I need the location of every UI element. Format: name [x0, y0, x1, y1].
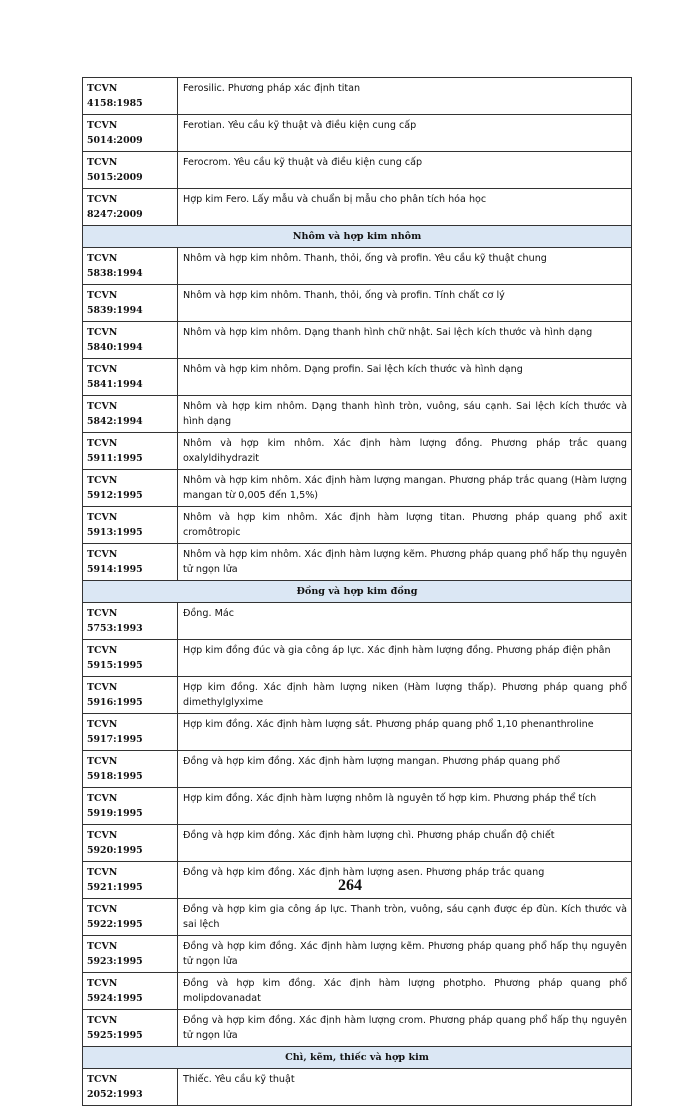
standard-code: TCVN 5915:1995 [83, 640, 178, 677]
section-title: Nhôm và hợp kim nhôm [83, 226, 632, 248]
standard-description: Đồng và hợp kim đồng. Xác định hàm lượng photpho. Phương pháp quang phổ molipdovanadat [178, 973, 632, 1010]
standard-description: Hợp kim đồng. Xác định hàm lượng niken (Hàm lượng thấp). Phương pháp quang phổ dimethylglyxime [178, 677, 632, 714]
standard-code: TCVN 5919:1995 [83, 788, 178, 825]
standard-code: TCVN 5924:1995 [83, 973, 178, 1010]
standards-table [82, 77, 632, 1106]
table-row [83, 396, 632, 433]
standard-description: Hợp kim đồng. Xác định hàm lượng sắt. Phương pháp quang phổ 1,10 phenanthroline [178, 714, 632, 751]
table-row [83, 78, 632, 115]
table-row [83, 470, 632, 507]
standard-code: TCVN 5015:2009 [83, 152, 178, 189]
standard-code: TCVN 5840:1994 [83, 322, 178, 359]
standards-table-body [83, 78, 632, 1106]
standard-description: Nhôm và hợp kim nhôm. Xác định hàm lượng titan. Phương pháp quang phổ axit cromôtropic [178, 507, 632, 544]
standard-description: Thiếc. Yêu cầu kỹ thuật [178, 1069, 632, 1106]
standard-code: TCVN 2052:1993 [83, 1069, 178, 1106]
standard-description: Nhôm và hợp kim nhôm. Thanh, thỏi, ống và profin. Yêu cầu kỹ thuật chung [178, 248, 632, 285]
standard-description: Nhôm và hợp kim nhôm. Xác định hàm lượng kẽm. Phương pháp quang phổ hấp thụ nguyên tử ngọn lửa [178, 544, 632, 581]
table-row [83, 677, 632, 714]
table-row [83, 115, 632, 152]
table-row [83, 1069, 632, 1106]
standard-description: Nhôm và hợp kim nhôm. Dạng profin. Sai lệch kích thước và hình dạng [178, 359, 632, 396]
standard-description: Hợp kim Fero. Lấy mẫu và chuẩn bị mẫu cho phân tích hóa học [178, 189, 632, 226]
standard-description: Hợp kim đồng. Xác định hàm lượng nhôm là nguyên tố hợp kim. Phương pháp thể tích [178, 788, 632, 825]
table-row [83, 1010, 632, 1047]
table-row [83, 603, 632, 640]
standard-code: TCVN 5839:1994 [83, 285, 178, 322]
table-row [83, 433, 632, 470]
standard-code: TCVN 4158:1985 [83, 78, 178, 115]
standard-description: Nhôm và hợp kim nhôm. Dạng thanh hình chữ nhật. Sai lệch kích thước và hình dạng [178, 322, 632, 359]
table-row [83, 714, 632, 751]
table-row [83, 825, 632, 862]
standard-code: TCVN 5921:1995 [83, 862, 178, 899]
table-row [83, 507, 632, 544]
standard-code: TCVN 5918:1995 [83, 751, 178, 788]
standard-description: Nhôm và hợp kim nhôm. Dạng thanh hình tròn, vuông, sáu cạnh. Sai lệch kích thước và hình dạng [178, 396, 632, 433]
table-row [83, 640, 632, 677]
standard-description: Đồng và hợp kim gia công áp lực. Thanh tròn, vuông, sáu cạnh được ép đùn. Kích thước và sai lệch [178, 899, 632, 936]
standard-code: TCVN 5842:1994 [83, 396, 178, 433]
standard-code: TCVN 5914:1995 [83, 544, 178, 581]
table-row [83, 248, 632, 285]
standard-code: TCVN 5923:1995 [83, 936, 178, 973]
standard-code: TCVN 5917:1995 [83, 714, 178, 751]
standard-code: TCVN 5916:1995 [83, 677, 178, 714]
table-row [83, 751, 632, 788]
standard-code: TCVN 5911:1995 [83, 433, 178, 470]
standard-description: Ferosilic. Phương pháp xác định titan [178, 78, 632, 115]
standard-description: Đồng. Mác [178, 603, 632, 640]
standard-code: TCVN 5920:1995 [83, 825, 178, 862]
standard-description: Đồng và hợp kim đồng. Xác định hàm lượng chì. Phương pháp chuẩn độ chiết [178, 825, 632, 862]
standard-description: Nhôm và hợp kim nhôm. Thanh, thỏi, ống và profin. Tính chất cơ lý [178, 285, 632, 322]
standard-description: Đồng và hợp kim đồng. Xác định hàm lượng kẽm. Phương pháp quang phổ hấp thụ nguyên tử ngọn lửa [178, 936, 632, 973]
table-row [83, 936, 632, 973]
standard-description: Nhôm và hợp kim nhôm. Xác định hàm lượng mangan. Phương pháp trắc quang (Hàm lượng mangan từ 0,005 đến 1,5%) [178, 470, 632, 507]
table-row [83, 285, 632, 322]
standard-description: Ferocrom. Yêu cầu kỹ thuật và điều kiện cung cấp [178, 152, 632, 189]
table-row [83, 544, 632, 581]
table-row [83, 788, 632, 825]
standard-description: Đồng và hợp kim đồng. Xác định hàm lượng mangan. Phương pháp quang phổ [178, 751, 632, 788]
standard-code: TCVN 5922:1995 [83, 899, 178, 936]
standard-description: Đồng và hợp kim đồng. Xác định hàm lượng asen. Phương pháp trắc quang [178, 862, 632, 899]
section-header-row [83, 226, 632, 248]
standard-code: TCVN 5841:1994 [83, 359, 178, 396]
standard-code: TCVN 5925:1995 [83, 1010, 178, 1047]
section-title: Đồng và hợp kim đồng [83, 581, 632, 603]
table-row [83, 899, 632, 936]
page-number: 264 [338, 877, 362, 894]
section-header-row [83, 581, 632, 603]
table-row [83, 973, 632, 1010]
standard-description: Ferotian. Yêu cầu kỹ thuật và điều kiện cung cấp [178, 115, 632, 152]
table-row [83, 189, 632, 226]
standard-code: TCVN 5913:1995 [83, 507, 178, 544]
standard-description: Đồng và hợp kim đồng. Xác định hàm lượng crom. Phương pháp quang phổ hấp thụ nguyên tử ngọn lửa [178, 1010, 632, 1047]
section-title: Chì, kẽm, thiếc và hợp kim [83, 1047, 632, 1069]
standard-description: Nhôm và hợp kim nhôm. Xác định hàm lượng đồng. Phương pháp trắc quang oxalyldihydrazit [178, 433, 632, 470]
standard-code: TCVN 5912:1995 [83, 470, 178, 507]
table-row [83, 359, 632, 396]
standard-code: TCVN 5014:2009 [83, 115, 178, 152]
standard-code: TCVN 5753:1993 [83, 603, 178, 640]
standard-code: TCVN 8247:2009 [83, 189, 178, 226]
table-row [83, 322, 632, 359]
standard-description: Hợp kim đồng đúc và gia công áp lực. Xác định hàm lượng đồng. Phương pháp điện phân [178, 640, 632, 677]
standard-code: TCVN 5838:1994 [83, 248, 178, 285]
table-row [83, 152, 632, 189]
section-header-row [83, 1047, 632, 1069]
